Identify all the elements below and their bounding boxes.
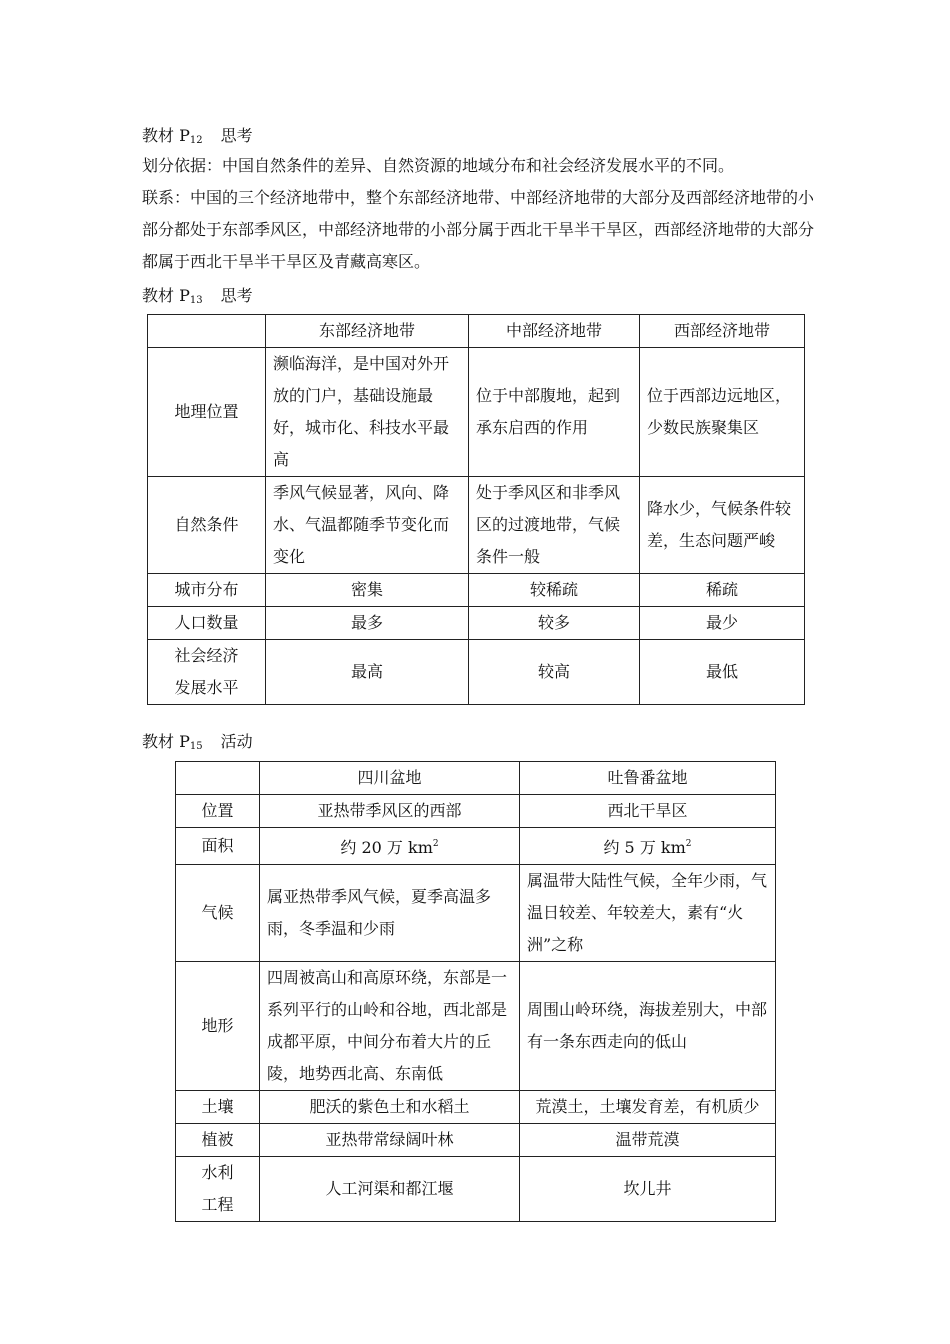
table-header-cell: 吐鲁番盆地 xyxy=(520,762,776,795)
table-header-cell: 西部经济地带 xyxy=(640,315,805,348)
table-row xyxy=(176,1091,776,1124)
table-cell: 坎儿井 xyxy=(520,1157,776,1222)
table-cell: 属温带大陆性气候，全年少雨，气温日较差、年较差大，素有“火洲”之称 xyxy=(520,865,776,962)
row-label: 社会经济发展水平 xyxy=(148,640,266,705)
table-cell: 人工河渠和都江堰 xyxy=(260,1157,520,1222)
table-cell: 最少 xyxy=(640,607,805,640)
table-cell: 位于中部腹地，起到承东启西的作用 xyxy=(469,348,640,477)
table-cell: 位于西部边远地区，少数民族聚集区 xyxy=(640,348,805,477)
row-label: 位置 xyxy=(176,795,260,828)
table-cell: 周围山岭环绕，海拔差别大，中部有一条东西走向的低山 xyxy=(520,962,776,1091)
table-header-cell xyxy=(176,762,260,795)
table-cell: 四周被高山和高原环绕，东部是一系列平行的山岭和谷地，西北部是成都平原，中间分布着大片的丘陵，地势西北高、东南低 xyxy=(260,962,520,1091)
table-header-row xyxy=(176,762,776,795)
heading-prefix: 教材 P xyxy=(142,286,190,305)
row-label: 自然条件 xyxy=(148,477,266,574)
table-header-row xyxy=(148,315,805,348)
table-cell: 较稀疏 xyxy=(469,574,640,607)
table-row xyxy=(176,828,776,865)
table-header-cell xyxy=(148,315,266,348)
table-cell: 最多 xyxy=(266,607,469,640)
heading-page-number: 13 xyxy=(189,295,203,306)
table-row xyxy=(176,962,776,1091)
table-cell: 温带荒漠 xyxy=(520,1124,776,1157)
superscript: 2 xyxy=(685,839,692,849)
table-row xyxy=(148,477,805,574)
row-label: 植被 xyxy=(176,1124,260,1157)
section2-heading xyxy=(142,284,253,313)
row-label: 城市分布 xyxy=(148,574,266,607)
heading-label: 活动 xyxy=(220,732,253,751)
table-row xyxy=(148,574,805,607)
superscript: 2 xyxy=(432,839,439,849)
table-cell: 季风气候显著，风向、降水、气温都随季节变化而变化 xyxy=(266,477,469,574)
table-cell: 稀疏 xyxy=(640,574,805,607)
section1-heading xyxy=(142,124,253,153)
heading-prefix: 教材 P xyxy=(142,126,190,145)
table-cell: 西北干旱区 xyxy=(520,795,776,828)
table-cell: 降水少，气候条件较差，生态问题严峻 xyxy=(640,477,805,574)
table-row xyxy=(148,348,805,477)
row-label: 人口数量 xyxy=(148,607,266,640)
row-label: 土壤 xyxy=(176,1091,260,1124)
table-cell: 濒临海洋，是中国对外开放的门户，基础设施最好，城市化、科技水平最高 xyxy=(266,348,469,477)
row-label: 气候 xyxy=(176,865,260,962)
heading-label: 思考 xyxy=(220,286,253,305)
table-cell xyxy=(520,828,776,865)
heading-page-number: 12 xyxy=(189,135,203,146)
table-cell: 处于季风区和非季风区的过渡地带，气候条件一般 xyxy=(469,477,640,574)
row-label: 面积 xyxy=(176,828,260,865)
table-cell: 最低 xyxy=(640,640,805,705)
row-label: 地形 xyxy=(176,962,260,1091)
section3-heading xyxy=(142,730,253,759)
basins-comparison-table xyxy=(175,761,776,1222)
table-cell: 亚热带常绿阔叶林 xyxy=(260,1124,520,1157)
heading-label: 思考 xyxy=(220,126,253,145)
table-row xyxy=(176,795,776,828)
table-cell: 较高 xyxy=(469,640,640,705)
table-cell: 较多 xyxy=(469,607,640,640)
table-cell: 最高 xyxy=(266,640,469,705)
table-row xyxy=(176,1157,776,1222)
row-label: 地理位置 xyxy=(148,348,266,477)
table-header-cell: 东部经济地带 xyxy=(266,315,469,348)
table-row xyxy=(176,1124,776,1157)
table-cell: 亚热带季风区的西部 xyxy=(260,795,520,828)
table-row xyxy=(176,865,776,962)
table-cell: 肥沃的紫色土和水稻土 xyxy=(260,1091,520,1124)
division-basis-text: 划分依据：中国自然条件的差异、自然资源的地域分布和社会经济发展水平的不同。 xyxy=(142,156,735,175)
table-row xyxy=(148,607,805,640)
table-header-cell: 中部经济地带 xyxy=(469,315,640,348)
table-cell xyxy=(260,828,520,865)
row-label: 水利工程 xyxy=(176,1157,260,1222)
connection-paragraph: 联系：中国的三个经济地带中，整个东部经济地带、中部经济地带的大部分及西部经济地带的小部分都处于东部季风区，中部经济地带的小部分属于西北干旱半干旱区，西部经济地带的大部分都属于西北干旱半干旱区及青藏高寒区。 xyxy=(142,188,815,271)
heading-page-number: 15 xyxy=(189,741,203,752)
area-value: 约 20 万 km xyxy=(340,838,433,857)
table-row xyxy=(148,640,805,705)
table-cell: 密集 xyxy=(266,574,469,607)
table-cell: 属亚热带季风气候，夏季高温多雨，冬季温和少雨 xyxy=(260,865,520,962)
heading-prefix: 教材 P xyxy=(142,732,190,751)
table-header-cell: 四川盆地 xyxy=(260,762,520,795)
table-cell: 荒漠土，土壤发育差，有机质少 xyxy=(520,1091,776,1124)
area-value: 约 5 万 km xyxy=(603,838,686,857)
economic-zones-table xyxy=(147,314,805,705)
